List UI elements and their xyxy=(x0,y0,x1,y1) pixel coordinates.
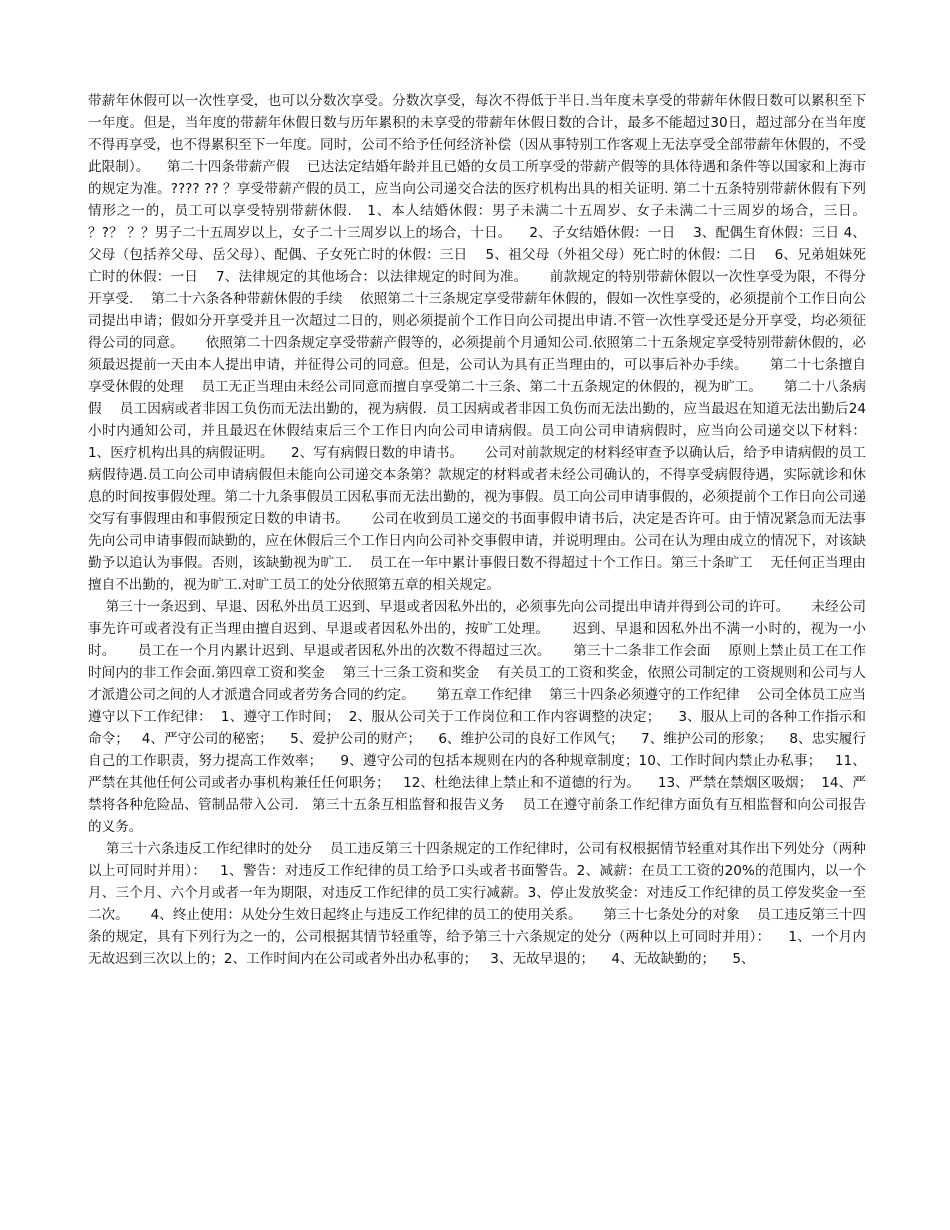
document-page xyxy=(88,90,888,970)
paragraph-leave-rules: 带薪年休假可以一次性享受，也可以分数次享受。分数次享受，每次不得低于半日.当年度未享受的带薪年休假日数可以累积至下一年度。但是，当年度的带薪年休假日数与历年累积的未享受的带薪年休假日数的合计，最多不能超过30日，超过部分在当年度不得再享受，也不得累积至下一年度。同时，公司不给予任何经济补偿（因从事特别工作客观上无法享受全部带薪年休假的，不受此限制）。 第二十四条带薪产假 已达法定结婚年龄并且已婚的女员工所享受的带薪产假等的具体待遇和条件等以国家和上海市的规定为准。???? ?? ？享受带薪产假的员工，应当向公司递交合法的医疗机构出具的相关证明. 第二十五条特别带薪休假有下列情形之一的，员工可以享受特别带薪休假. 1、本人结婚休假：男子未满二十五周岁、女子未满二十三周岁的场合，三日。 ？?？ ？？男子二十五周岁以上，女子二十三周岁以上的场合，十日。 2、子女结婚休假：一日 3、配偶生育休假：三日 4、父母（包括养父母、岳父母）、配偶、子女死亡时的休假：三日 5、祖父母（外祖父母）死亡时的休假：二日 6、兄弟姐妹死亡时的休假：一日 7、法律规定的其他场合：以法律规定的时间为准。 前款规定的特别带薪休假以一次性享受为限，不得分开享受. 第二十六条各种带薪休假的手续 依照第二十三条规定享受带薪年休假的，假如一次性享受的，必须提前个工作日向公司提出申请；假如分开享受并且一次超过二日的，则必须提前个工作日向公司提出申请.不管一次性享受还是分开享受，均必须征得公司的同意。 依照第二十四条规定享受带薪产假等的，必须提前个月通知公司.依照第二十五条规定享受特别带薪休假的，必须最迟提前一天由本人提出申请，并征得公司的同意。但是，公司认为具有正当理由的，可以事后补办手续。 第二十七条擅自享受休假的处理 员工无正当理由未经公司同意而擅自享受第二十三条、第二十五条规定的休假的，视为旷工。 第二十八条病假 员工因病或者非因工负伤而无法出勤的，视为病假. 员工因病或者非因工负伤而无法出勤的，应当最迟在知道无法出勤后24小时内通知公司，并且最迟在休假结束后三个工作日内向公司申请病假。员工向公司申请病假时，应当向公司递交以下材料： 1、医疗机构出具的病假证明。 2、写有病假日数的申请书。 公司对前款规定的材料经审查予以确认后，给予申请病假的员工病假待遇.员工向公司申请病假但未能向公司递交本条第？款规定的材料或者未经公司确认的，不得享受病假待遇，实际就诊和休息的时间按事假处理。第二十九条事假员工因私事而无法出勤的，视为事假。员工向公司申请事假的，必须提前个工作日向公司递交写有事假理由和事假预定日数的申请书。 公司在收到员工递交的书面事假申请书后，决定是否许可。由于情况紧急而无法事先向公司申请事假而缺勤的，应在休假后三个工作日内向公司补交事假申请，并说明理由。公司在认为理由成立的情况下，对该缺勤予以追认为事假。否则，该缺勤视为旷工. 员工在一年中累计事假日数不得超过十个工作日。第三十条旷工 无任何正当理由擅自不出勤的，视为旷工.对旷工员工的处分依照第五章的相关规定。 xyxy=(88,93,888,593)
paragraph-disciplinary-actions: 第三十六条违反工作纪律时的处分 员工违反第三十四条规定的工作纪律时，公司有权根据情节轻重对其作出下列处分（两种以上可同时并用）： 1、警告：对违反工作纪律的员工给予口头或者书面警告。2、减薪：在员工工资的20%的范围内，以一个月、三个月、六个月或者一年为期限，对违反工作纪律的员工实行减薪。3、停止发放奖金：对违反工作纪律的员工停发奖金一至二次。 4、终止使用：从处分生效日起终止与违反工作纪律的员工的使用关系。 第三十七条处分的对象 员工违反第三十四条的规定，具有下列行为之一的，公司根据其情节轻重等，给予第三十六条规定的处分（两种以上可同时并用）： 1、一个月内无故迟到三次以上的；2、工作时间内在公司或者外出办私事的； 3、无故早退的； 4、无故缺勤的； 5、 xyxy=(88,841,866,967)
paragraph-attendance-and-discipline: 第三十一条迟到、早退、因私外出员工迟到、早退或者因私外出的，必须事先向公司提出申请并得到公司的许可。 未经公司事先许可或者没有正当理由擅自迟到、早退或者因私外出的，按旷工处理。 迟到、早退和因私外出不满一小时的，视为一小时。 员工在一个月内累计迟到、早退或者因私外出的次数不得超过三次。 第三十二条非工作会面 原则上禁止员工在工作时间内的非工作会面.第四章工资和奖金 第三十三条工资和奖金 有关员工的工资和奖金，依照公司制定的工资规则和公司与人才派遣公司之间的人才派遣合同或者劳务合同的约定。 第五章工作纪律 第三十四条必须遵守的工作纪律 公司全体员工应当遵守以下工作纪律： 1、遵守工作时间； 2、服从公司关于工作岗位和工作内容调整的决定； 3、服从上司的各种工作指示和命令； 4、严守公司的秘密； 5、爱护公司的财产； 6、维护公司的良好工作风气； 7、维护公司的形象； 8、忠实履行自己的工作职责，努力提高工作效率； 9、遵守公司的包括本规则在内的各种规章制度；10、工作时间内禁止办私事； 11、严禁在其他任何公司或者办事机构兼任任何职务； 12、杜绝法律上禁止和不道德的行为。 13、严禁在禁烟区吸烟； 14、严禁将各种危险品、管制品带入公司. 第三十五条互相监督和报告义务 员工在遵守前条工作纪律方面负有互相监督和向公司报告的义务。 xyxy=(88,599,866,835)
